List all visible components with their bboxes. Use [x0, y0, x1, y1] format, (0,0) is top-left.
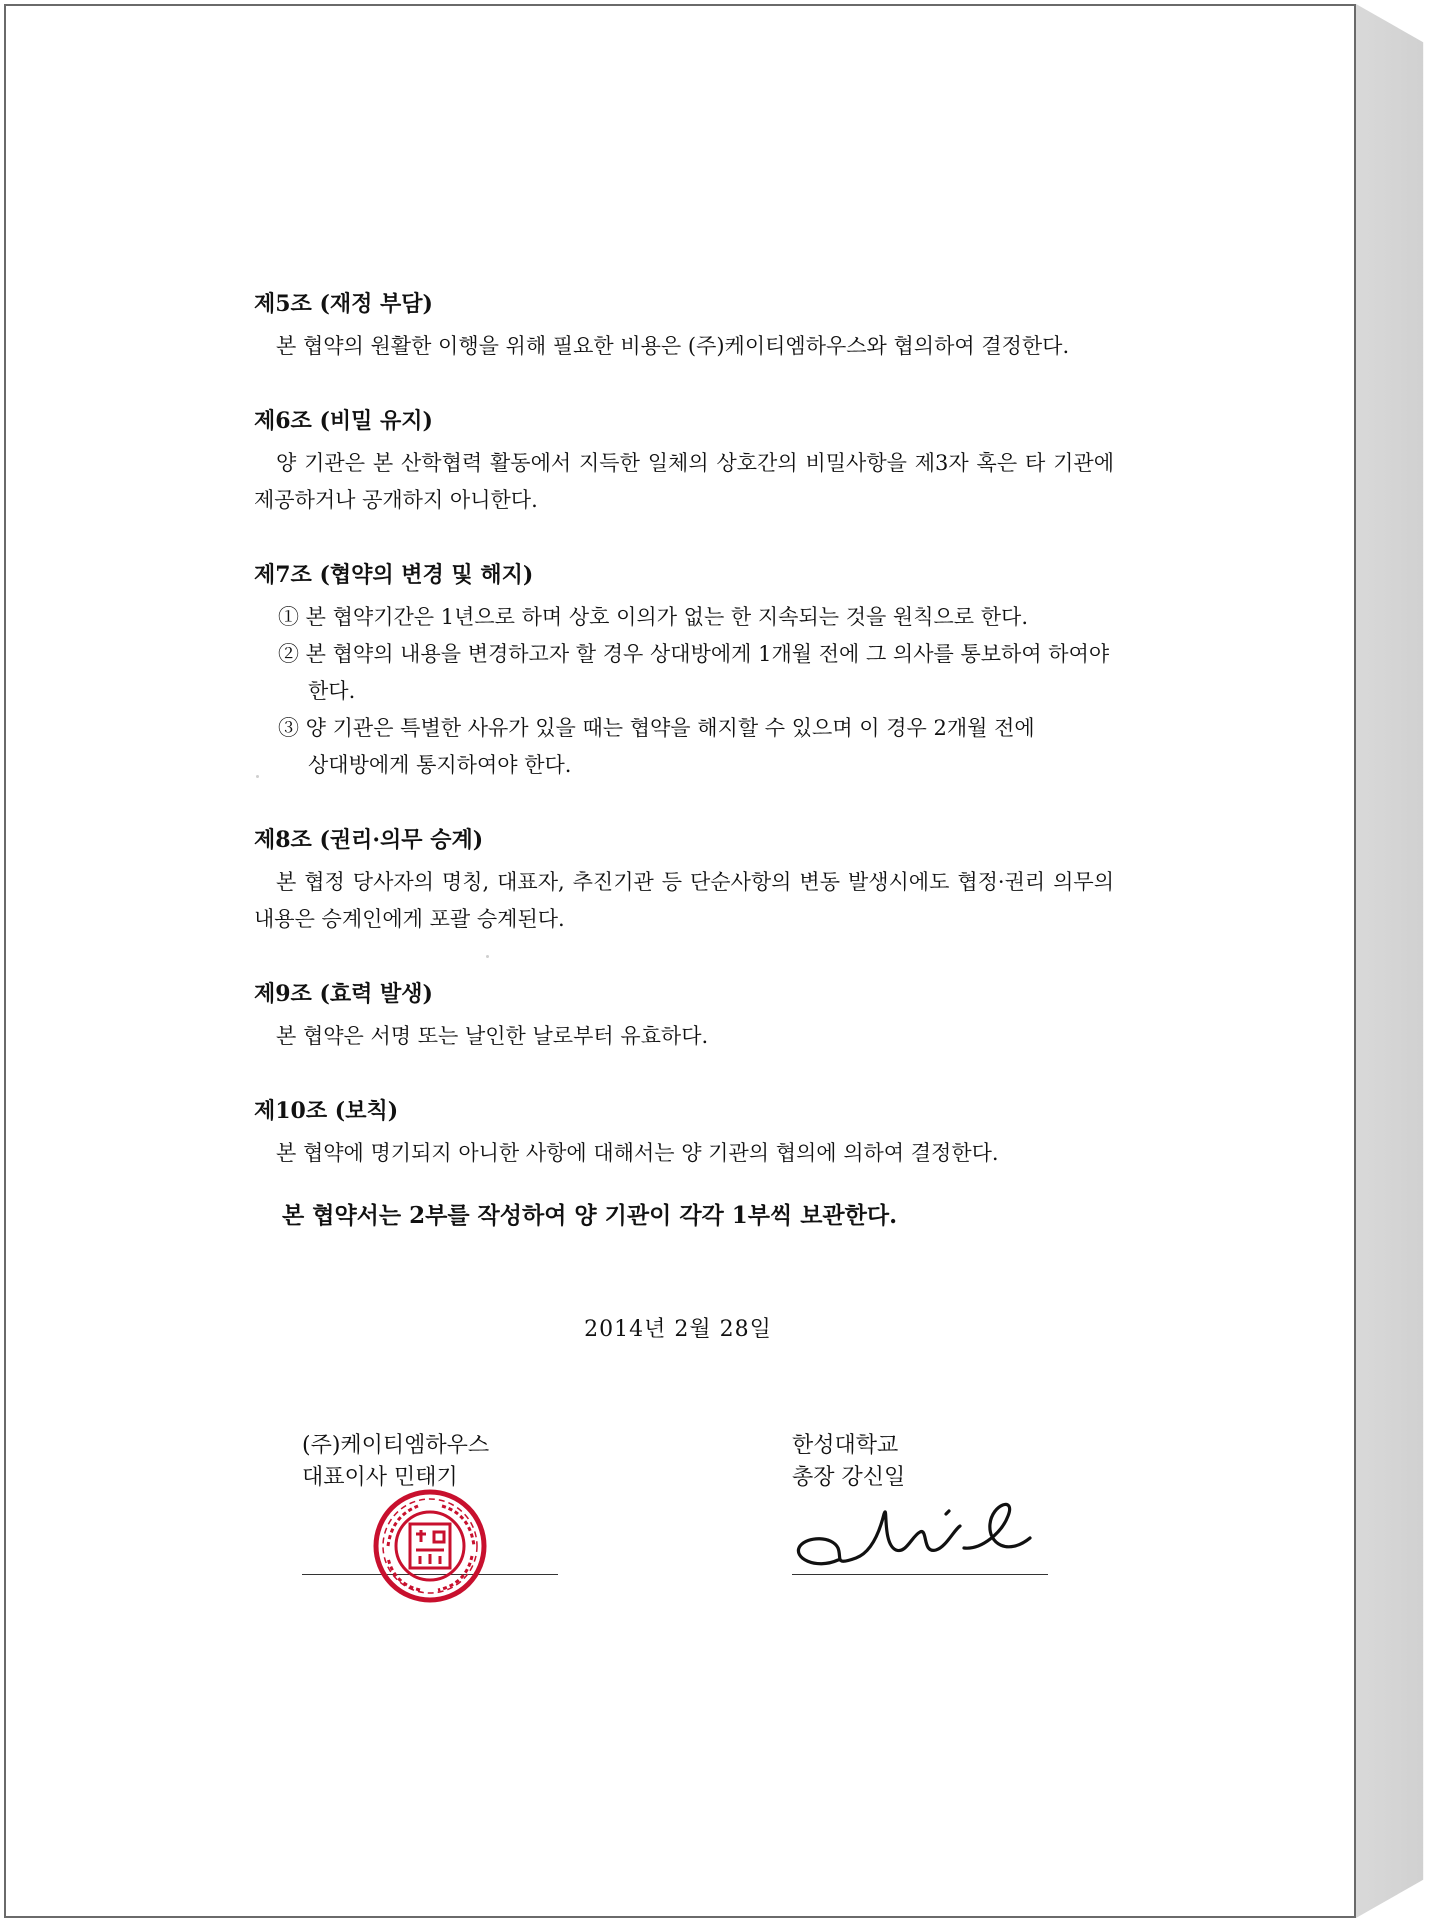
- clause-item: ② 본 협약의 내용을 변경하고자 할 경우 상대방에게 1개월 전에 그 의사를 통보하여 하여야 한다.: [278, 642, 1110, 703]
- signature-icon: [786, 1474, 1056, 1584]
- article-body: 본 협약에 명기되지 아니한 사항에 대해서는 양 기관의 협의에 의하여 결정한다.: [276, 1141, 999, 1165]
- article-title: 제6조 (비밀 유지): [254, 408, 433, 434]
- scan-speck: [256, 775, 259, 778]
- article-body: 본 협약은 서명 또는 날인한 날로부터 유효하다.: [276, 1024, 709, 1048]
- party-representative: 대표이사 민태기: [302, 1465, 458, 1490]
- article-body: 양 기관은 본 산학협력 활동에서 지득한 일체의 상호간의 비밀사항을 제3자 혹은 타 기관에 제공하거나 공개하지 아니한다.: [254, 451, 1114, 512]
- article-8: [254, 822, 1114, 938]
- document-body: [254, 286, 1114, 1236]
- party-left: [302, 1430, 489, 1494]
- signing-date: 2014년 2월 28일: [584, 1317, 772, 1342]
- article-5: [254, 286, 1114, 365]
- article-title: 제8조 (권리·의무 승계): [254, 827, 484, 853]
- article-title: 제5조 (재정 부담): [254, 291, 433, 317]
- company-seal-icon: [370, 1486, 490, 1606]
- article-7: [254, 557, 1114, 784]
- page-side-edge: [1356, 4, 1452, 1918]
- article-title: 제7조 (협약의 변경 및 해지): [254, 562, 534, 588]
- party-org: 한성대학교: [792, 1433, 899, 1458]
- article-10: [254, 1093, 1114, 1172]
- article-body: 본 협약의 원활한 이행을 위해 필요한 비용은 (주)케이티엠하우스와 협의하여 결정한다.: [276, 334, 1070, 358]
- closing-statement: 본 협약서는 2부를 작성하여 양 기관이 각각 1부씩 보관한다.: [282, 1202, 898, 1229]
- clause-item: ① 본 협약기간은 1년으로 하며 상호 이의가 없는 한 지속되는 것을 원칙으로 한다.: [278, 605, 1029, 629]
- article-clause-list: [254, 599, 1114, 784]
- party-org: (주)케이티엠하우스: [302, 1433, 490, 1458]
- article-body: 본 협정 당사자의 명칭, 대표자, 추진기관 등 단순사항의 변동 발생시에도 협정·권리 의무의 내용은 승계인에게 포괄 승계된다.: [254, 870, 1114, 931]
- clause-item: ③ 양 기관은 특별한 사유가 있을 때는 협약을 해지할 수 있으며 이 경우 2개월 전에 상대방에게 통지하여야 한다.: [278, 716, 1035, 777]
- article-6: [254, 403, 1114, 519]
- article-9: [254, 976, 1114, 1055]
- article-title: 제9조 (효력 발생): [254, 981, 433, 1007]
- party-representative: 총장 강신일: [792, 1465, 906, 1490]
- scan-speck: [486, 955, 489, 958]
- article-title: 제10조 (보칙): [254, 1098, 399, 1124]
